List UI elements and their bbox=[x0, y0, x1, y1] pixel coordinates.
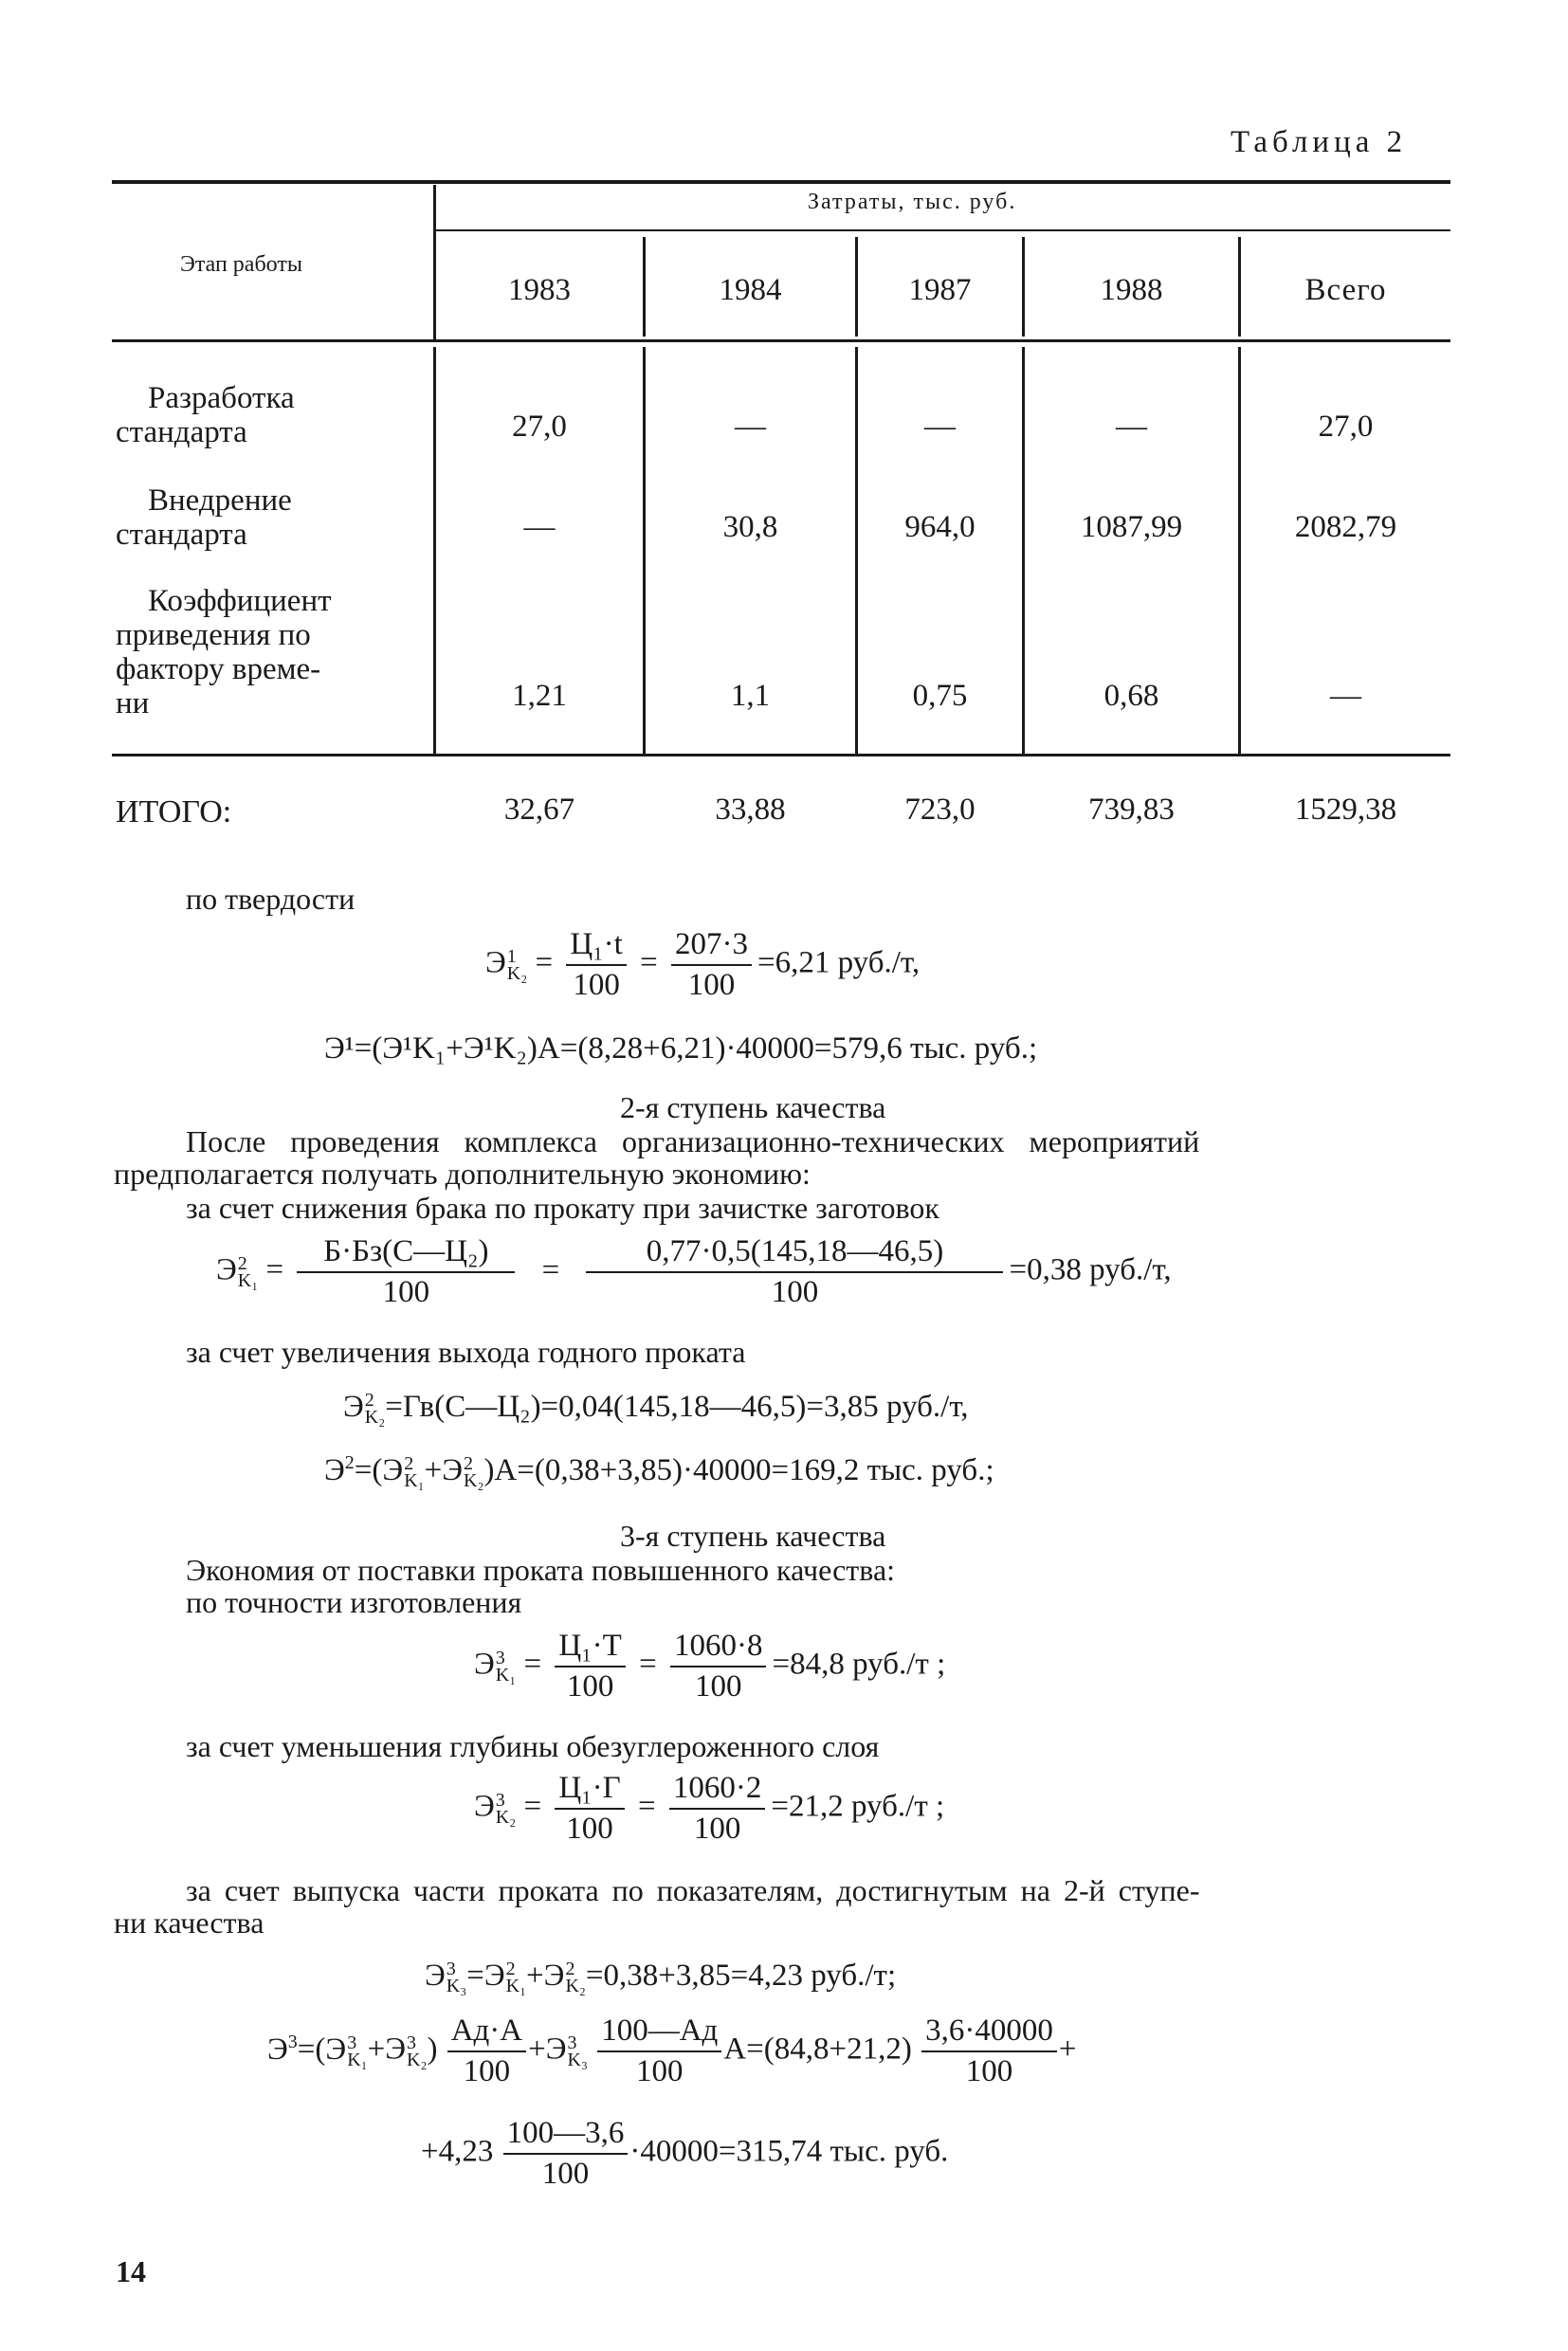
table-header-rule bbox=[112, 339, 1450, 342]
equation-e3-line2: +4,23 $\frac{100—3,6}{100}$ ·40000=315,74 тыс. руб. bbox=[421, 2116, 949, 2191]
paragraph-defects: за счет снижения брака по прокату при зачистке заготовок bbox=[186, 1191, 939, 1225]
paragraph-after-measures-2: предполагается получать дополнительную экономию: bbox=[114, 1157, 811, 1191]
header-year-1987: 1987 bbox=[908, 273, 972, 307]
fraction: Aд·A 100 bbox=[447, 2014, 526, 2089]
fraction: $\frac{3,6\cdot 40000}{100}$ bbox=[921, 2014, 1057, 2089]
table-vrule-stage bbox=[433, 185, 436, 339]
total-label: ИТОГО: bbox=[116, 794, 232, 829]
page-number: 14 bbox=[116, 2254, 146, 2288]
equation-e3-k3: Э 3 K₃ =Э 2 K₁ +Э 2 K₂ =0,38+3,85=4,23 руб./т; bbox=[425, 1959, 897, 1997]
equation-body: =(0,38+3,85)·40000=169,2 тыс. руб.; bbox=[517, 1453, 994, 1487]
cell: 1087,99 bbox=[1080, 510, 1183, 544]
symbol: $Э^2=(Э$ bbox=[324, 1452, 404, 1487]
table-bottom-rule bbox=[112, 754, 1450, 756]
label-line: Внедрение bbox=[148, 483, 292, 518]
fraction: $\frac{0,77\cdot 0,5(145,18—46,5)}{100}$ bbox=[586, 1234, 1003, 1310]
cell: 27,0 bbox=[512, 410, 567, 444]
table-top-rule bbox=[112, 180, 1450, 184]
equals-sign: = bbox=[638, 1789, 656, 1824]
paragraph-supply: Экономия от поставки проката повышенного качества: bbox=[186, 1553, 896, 1587]
header-total: Всего bbox=[1304, 273, 1387, 307]
cell: 1,1 bbox=[730, 679, 771, 713]
equation-body: A=(84,8+21,2) bbox=[723, 2032, 912, 2067]
label-line: Разработка bbox=[148, 381, 295, 415]
stage2-title: 2-я ступень качества bbox=[620, 1090, 886, 1124]
equals-sign: = bbox=[265, 1252, 284, 1287]
equals-sign: = bbox=[535, 945, 554, 980]
table-group-rule bbox=[435, 229, 1450, 231]
equation-tail: =0,38 руб./т, bbox=[1009, 1252, 1172, 1287]
header-stage: Этап работы bbox=[180, 252, 302, 277]
cell: 2082,79 bbox=[1294, 510, 1397, 544]
paragraph-after-measures-1: После проведения комплекса организационно-технических мероприятий bbox=[186, 1124, 1200, 1158]
total-cell: 723,0 bbox=[904, 793, 975, 827]
cell: 1,21 bbox=[512, 679, 567, 713]
equation-e2-k1: Э 2 K₁ = Б·Бз(С—Ц₂) 100 = $\frac{0,77\cdot 0,5(145,18—46,5)}{100}$ =0,38 руб./т, bbox=[216, 1234, 1172, 1309]
symbol: Э bbox=[474, 1789, 495, 1824]
equals-sign: = bbox=[640, 945, 658, 980]
equation-e3-k1: Э 3 K₁ = Ц₁·Т 100 = $\frac{1060\cdot 8}{100}$ =84,8 руб./т ; bbox=[474, 1629, 946, 1704]
fraction: 100—Aд 100 bbox=[597, 2014, 721, 2089]
fraction: $\frac{100—3,6}{100}$ bbox=[503, 2116, 629, 2192]
fraction: Ц₁·Г 100 bbox=[555, 1771, 624, 1847]
fraction: $\frac{1060\cdot 8}{100}$ bbox=[670, 1629, 767, 1704]
header-costs: Затраты, тыс. руб. bbox=[808, 190, 1017, 214]
total-cell: 1529,38 bbox=[1294, 793, 1397, 827]
symbol: Э bbox=[474, 1647, 495, 1682]
paragraph-depth: за счет уменьшения глубины обезуглероженного слоя bbox=[186, 1729, 880, 1763]
total-cell: 32,67 bbox=[503, 793, 575, 827]
row-label-development bbox=[116, 381, 295, 449]
row-label-implementation bbox=[116, 483, 292, 552]
text-by-hardness: по твердости bbox=[186, 882, 356, 916]
equals-sign: = bbox=[523, 1789, 542, 1824]
paragraph-part-2: ни качества bbox=[114, 1905, 264, 1940]
cell: 27,0 bbox=[1318, 410, 1374, 444]
label-line: Коэффициент bbox=[148, 584, 332, 618]
cell: — bbox=[1330, 679, 1361, 713]
cell: — bbox=[924, 410, 956, 444]
cell: 0,68 bbox=[1103, 679, 1159, 713]
equation-body: ·40000=315,74 тыс. руб. bbox=[629, 2134, 949, 2169]
cell: — bbox=[735, 410, 766, 444]
label-line: фактору време- bbox=[116, 652, 321, 686]
symbol: Э bbox=[485, 945, 506, 980]
cell: 964,0 bbox=[904, 510, 975, 544]
equals-sign: = bbox=[541, 1252, 560, 1287]
equation-e2-k2: Э 2 K₂ =Гв(С—Ц₂)=0,04(145,18—46,5)=3,85 руб./т, bbox=[343, 1390, 969, 1429]
paragraph-precision: по точности изготовления bbox=[186, 1585, 522, 1619]
fraction: Ц₁·t 100 bbox=[566, 927, 627, 1003]
cell: — bbox=[523, 510, 556, 544]
header-year-1983: 1983 bbox=[508, 273, 571, 307]
header-year-1984: 1984 bbox=[719, 273, 782, 307]
equation-e3-line1: $Э^3=(Э$ 3 K₁ +Э 3 K₂ ) Aд·A 100 +Э 3 K₃ 100—Aд 100 A=(84,8+21,2) $\frac{3,6\cdot 40000}{100}$ + bbox=[267, 2014, 1077, 2088]
equation-tail: =84,8 руб./т ; bbox=[772, 1647, 946, 1682]
plus-sign: + bbox=[1058, 2032, 1077, 2067]
label-line: приведения по bbox=[116, 618, 311, 652]
row-label-coefficient bbox=[116, 584, 332, 720]
equation-e2: $Э^2=(Э$ 2 K₁ +Э 2 K₂ )A=(0,38+3,85)·40000=169,2 тыс. руб.; bbox=[324, 1452, 994, 1492]
symbol: Э bbox=[343, 1390, 364, 1424]
fraction: $\frac{1060\cdot 2}{100}$ bbox=[669, 1771, 766, 1847]
cell: — bbox=[1116, 410, 1147, 444]
fraction: $\frac{207\cdot 3}{100}$ bbox=[671, 927, 752, 1003]
paragraph-part-1: за счет выпуска части проката по показателям, достигнутым на 2-й ступе- bbox=[186, 1873, 1200, 1907]
paragraph-yield: за счет увеличения выхода годного проката bbox=[186, 1335, 746, 1369]
total-cell: 739,83 bbox=[1088, 793, 1175, 827]
label-line: стандарта bbox=[116, 415, 247, 449]
cell: 30,8 bbox=[722, 510, 778, 544]
fraction: Б·Бз(С—Ц₂) 100 bbox=[297, 1234, 515, 1310]
table-caption: Таблица 2 bbox=[1231, 125, 1408, 159]
fraction: Ц₁·Т 100 bbox=[555, 1629, 625, 1704]
equation-e3-k2: Э 3 K₂ = Ц₁·Г 100 = $\frac{1060\cdot 2}{100}$ =21,2 руб./т ; bbox=[474, 1771, 945, 1846]
equals-sign: = bbox=[523, 1647, 542, 1682]
label-line: ни bbox=[116, 686, 150, 720]
cell: 0,75 bbox=[912, 679, 968, 713]
stage3-title: 3-я ступень качества bbox=[620, 1519, 886, 1553]
equation-body: =Гв(С—Ц₂)=0,04(145,18—46,5)=3,85 руб./т, bbox=[385, 1390, 969, 1424]
symbol: $Э^3=(Э$ bbox=[267, 2031, 347, 2067]
equation-body: =0,38+3,85=4,23 руб./т; bbox=[585, 1959, 897, 1993]
total-cell: 33,88 bbox=[715, 793, 786, 827]
label-line: стандарта bbox=[116, 518, 247, 552]
equation-tail: =21,2 руб./т ; bbox=[771, 1789, 945, 1824]
equation-e1: Э¹=(Э¹K₁+Э¹K₂)A=(8,28+6,21)·40000=579,6 тыс. руб.; bbox=[324, 1031, 1038, 1066]
equation-tail: =6,21 руб./т, bbox=[757, 945, 921, 980]
symbol: Э bbox=[216, 1252, 237, 1287]
equation-e1-k2: Э 1 K₂ = Ц₁·t 100 = $\frac{207\cdot 3}{100}$ =6,21 руб./т, bbox=[485, 927, 921, 1002]
symbol: Э bbox=[425, 1959, 446, 1993]
header-year-1988: 1988 bbox=[1100, 273, 1163, 307]
equals-sign: = bbox=[639, 1647, 657, 1682]
